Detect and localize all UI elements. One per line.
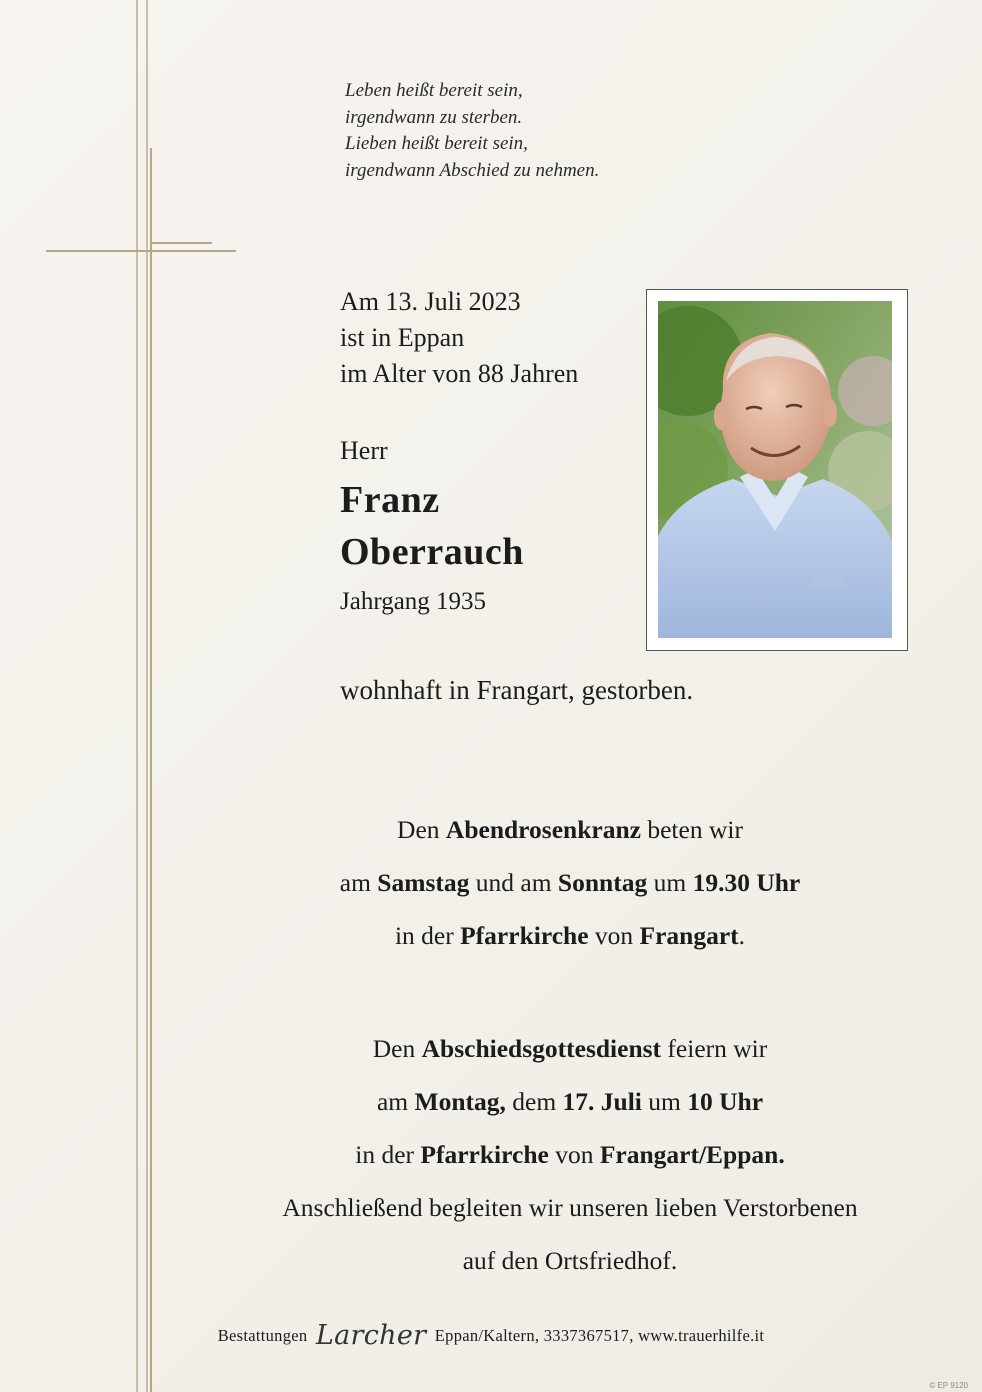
text-bold: 17. Juli [562, 1087, 642, 1116]
text-bold: 19.30 Uhr [692, 868, 801, 897]
footer-prefix: Bestattungen [217, 1326, 308, 1345]
death-notice [340, 284, 578, 392]
residence: wohnhaft in Frangart, gestorben. [340, 675, 694, 705]
birth-year: Jahrgang 1935 [340, 588, 487, 615]
rosary-line-3 [200, 909, 940, 962]
text-bold: Sonntag [557, 868, 648, 897]
mass-line-2 [200, 1075, 940, 1128]
text: von [588, 921, 640, 950]
text-bold: Montag, [414, 1087, 506, 1116]
cross-vertical [150, 148, 152, 1392]
first-name: Franz [340, 479, 440, 521]
text: Den [372, 1034, 422, 1063]
text: beten wir [640, 815, 743, 844]
poem [345, 78, 599, 184]
deceased-name [340, 474, 524, 578]
poem-line: Lieben heißt bereit sein, [345, 133, 528, 154]
text: von [548, 1140, 600, 1169]
mass-line-4: Anschließend begleiten wir unseren lieben Verstorbenen [282, 1193, 858, 1222]
text: am [376, 1087, 415, 1116]
mass-line-5: auf den Ortsfriedhof. [462, 1246, 678, 1275]
funeral-home-footer [0, 1320, 982, 1351]
poem-line: Leben heißt bereit sein, [345, 80, 523, 101]
funeral-mass-announcement [200, 1022, 940, 1287]
text-bold: Pfarrkirche [420, 1140, 549, 1169]
rosary-line-1 [200, 803, 940, 856]
text: in der [394, 921, 461, 950]
text-bold: Abschiedsgottesdienst [421, 1034, 662, 1063]
text-bold: Pfarrkirche [460, 921, 589, 950]
mass-line-3 [200, 1128, 940, 1181]
text: in der [355, 1140, 421, 1169]
poem-line: irgendwann Abschied zu nehmen. [345, 159, 600, 181]
company-logo: Larcher [315, 1320, 427, 1351]
text: Den [397, 815, 446, 844]
text: und am [469, 868, 558, 897]
text-bold: Frangart [639, 921, 739, 950]
salutation: Herr [340, 436, 388, 465]
print-code: © EP 9120 [929, 1381, 968, 1390]
text-bold: Samstag [377, 868, 470, 897]
text: um [641, 1087, 688, 1116]
border-line [146, 0, 148, 1392]
portrait-photo [658, 301, 892, 638]
text-bold: 10 Uhr [687, 1087, 764, 1116]
rosary-line-2 [200, 856, 940, 909]
mass-line-1 [200, 1022, 940, 1075]
cross-horizontal [150, 242, 212, 244]
death-place: ist in Eppan [340, 323, 465, 352]
text: dem [505, 1087, 563, 1116]
border-line [136, 0, 138, 1392]
text: am [339, 868, 378, 897]
footer-contact: Eppan/Kaltern, 3337367517, www.trauerhilfe.it [434, 1326, 765, 1345]
text: feiern wir [661, 1034, 768, 1063]
age: im Alter von 88 Jahren [340, 359, 579, 388]
last-name: Oberrauch [340, 531, 524, 573]
text: . [738, 921, 746, 950]
poem-line: irgendwann zu sterben. [345, 106, 523, 128]
cross-horizontal [46, 250, 236, 252]
death-date: Am 13. Juli 2023 [340, 287, 521, 316]
text-bold: Abendrosenkranz [445, 815, 641, 844]
rosary-announcement [200, 803, 940, 962]
text: um [647, 868, 693, 897]
text-bold: Frangart/Eppan. [599, 1140, 785, 1169]
